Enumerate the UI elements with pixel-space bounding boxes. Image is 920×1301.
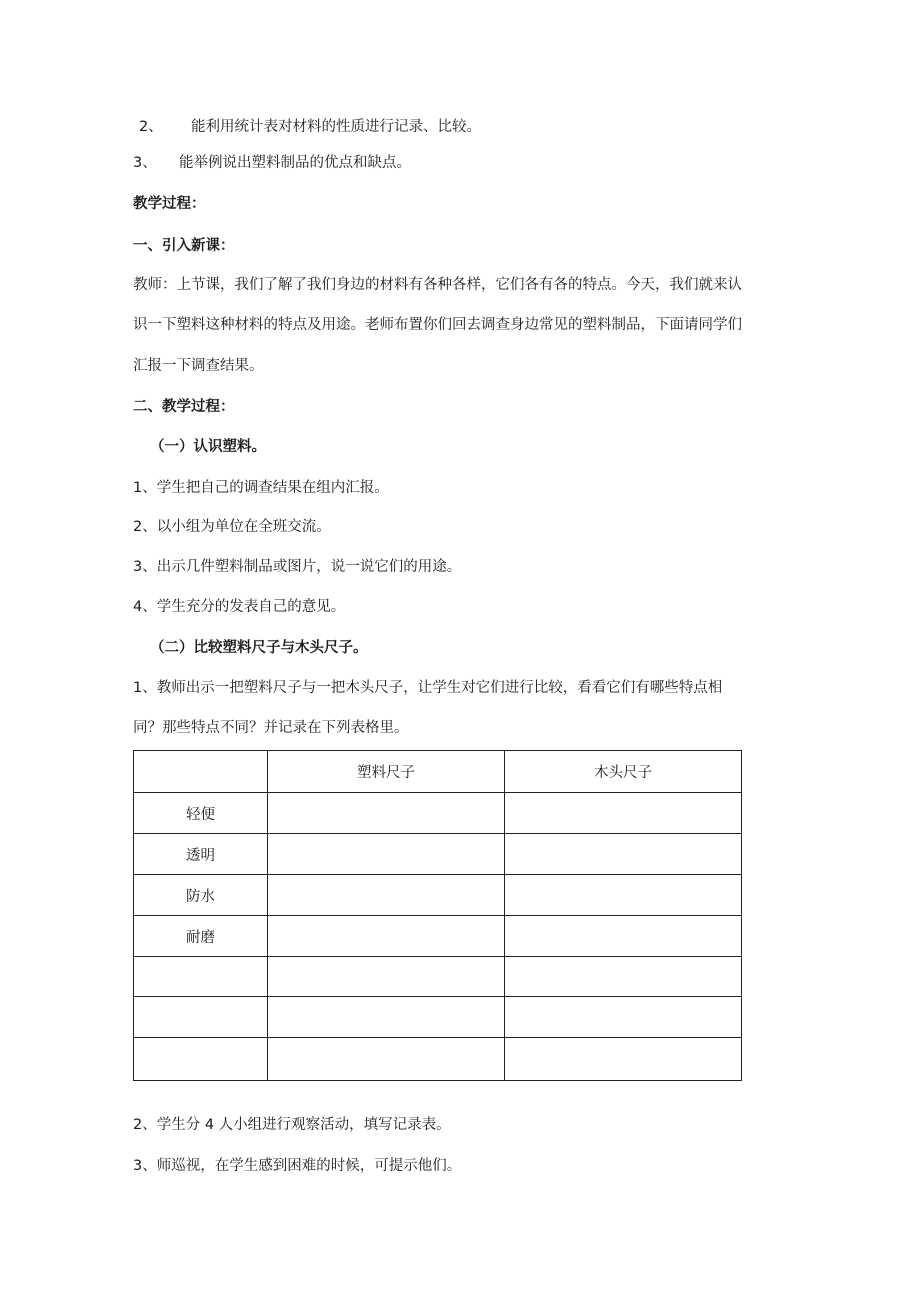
comparison-table (133, 750, 742, 1081)
table-row (134, 834, 742, 875)
row-label-empty (134, 1038, 268, 1081)
table-row (134, 1038, 742, 1081)
teaching-process-heading: 教学过程： (133, 196, 206, 212)
table-cell (505, 997, 742, 1038)
intro-line-2: 识一下塑料这种材料的特点及用途。老师布置你们回去调查身边常见的塑料制品，下面请同学们 (133, 317, 742, 333)
row-label-empty (134, 957, 268, 997)
objective-2 (139, 117, 481, 137)
table-row (134, 875, 742, 916)
table-cell (268, 875, 505, 916)
objective-2-text: 能利用统计表对材料的性质进行记录、比较。 (191, 119, 481, 135)
table-cell (268, 793, 505, 834)
objective-3-text: 能举例说出塑料制品的优点和缺点。 (179, 155, 411, 171)
sub1-item-1: 1、学生把自己的调查结果在组内汇报。 (133, 480, 389, 496)
table-row (134, 793, 742, 834)
table-cell (505, 1038, 742, 1081)
sub1-item-4: 4、学生充分的发表自己的意见。 (133, 599, 346, 615)
intro-line-3: 汇报一下调查结果。 (133, 358, 264, 374)
subsection-1-title: （一）认识塑料。 (150, 439, 266, 455)
row-label-light: 轻便 (134, 793, 268, 834)
objective-3-number: 3、 (133, 155, 157, 171)
table-cell (505, 793, 742, 834)
row-label-transparent: 透明 (134, 834, 268, 875)
row-label-waterproof: 防水 (134, 875, 268, 916)
intro-line-1: 教师：上节课，我们了解了我们身边的材料有各种各样，它们各有各的特点。今天，我们就来认 (133, 277, 742, 293)
sub1-item-3: 3、出示几件塑料制品或图片，说一说它们的用途。 (133, 559, 462, 575)
objective-2-number: 2、 (139, 119, 163, 135)
sub2-item-3: 3、师巡视，在学生感到困难的时候，可提示他们。 (133, 1158, 462, 1174)
row-label-durable: 耐磨 (134, 916, 268, 957)
table-cell (268, 957, 505, 997)
table-cell (268, 1038, 505, 1081)
table-cell (505, 957, 742, 997)
row-label-empty (134, 997, 268, 1038)
table-header-empty (134, 751, 268, 793)
table-header-row (134, 751, 742, 793)
subsection-2-title: （二）比较塑料尺子与木头尺子。 (150, 640, 368, 656)
sub2-item-1-line-2: 同？那些特点不同？并记录在下列表格里。 (133, 720, 409, 736)
objective-3 (133, 153, 411, 173)
sub1-item-2: 2、以小组为单位在全班交流。 (133, 519, 331, 535)
table-cell (268, 834, 505, 875)
table-cell (268, 997, 505, 1038)
section-1-title: 一、引入新课： (133, 238, 235, 254)
table-cell (268, 916, 505, 957)
section-2-title: 二、教学过程： (133, 399, 235, 415)
table-row (134, 957, 742, 997)
table-row (134, 997, 742, 1038)
sub2-item-1-line-1: 1、教师出示一把塑料尺子与一把木头尺子，让学生对它们进行比较，看看它们有哪些特点相 (133, 680, 723, 696)
table-header-plastic-ruler: 塑料尺子 (268, 751, 505, 793)
table-cell (505, 916, 742, 957)
table-cell (505, 875, 742, 916)
table-cell (505, 834, 742, 875)
table-header-wooden-ruler: 木头尺子 (505, 751, 742, 793)
sub2-item-2: 2、学生分 4 人小组进行观察活动，填写记录表。 (133, 1117, 451, 1133)
table-row (134, 916, 742, 957)
